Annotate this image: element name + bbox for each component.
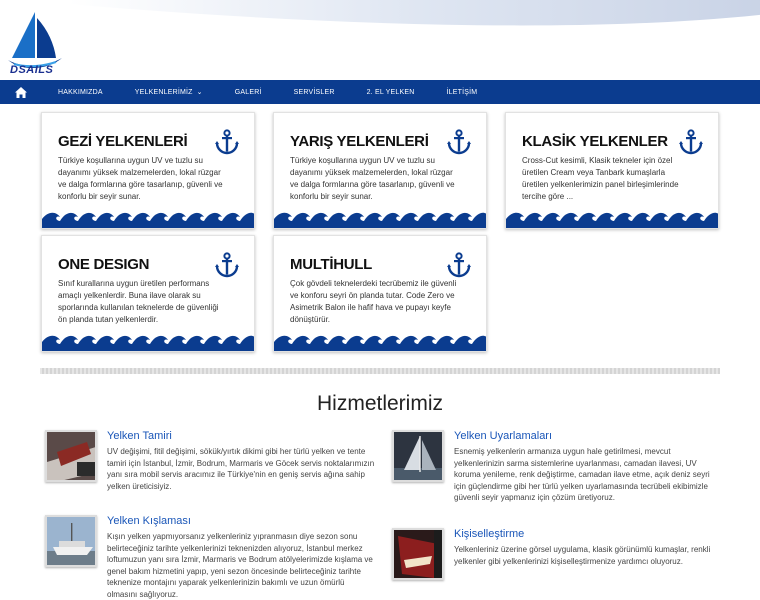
anchor-icon: [446, 129, 472, 155]
waves-decoration: [274, 331, 487, 351]
card-title: YARIŞ YELKENLERİ: [290, 133, 429, 150]
home-icon: [15, 87, 27, 98]
nav-item-yelkenlerimiz[interactable]: YELKENLERİMİZ ⌄: [134, 88, 203, 96]
nav-item-iletisim[interactable]: İLETİŞİM: [446, 88, 478, 96]
card-text: Sınıf kurallarına uygun üretilen performans amaçlı yelkenlerdir. Buna ilave olarak su sporlarında kullanılan teknelerde de güvenliği ön planda tutan yelkenlerdir.: [58, 279, 219, 324]
chevron-down-icon: ⌄: [196, 89, 203, 96]
section-divider: [40, 368, 720, 374]
card-text: Türkiye koşullarına uygun UV ve tuzlu su dayanımı yüksek malzemelerden, lokal rüzgar ve dalga formlarına göre tasarlanıp, güvenli ve konforlu bir seyir sunar.: [290, 156, 455, 201]
card-title: ONE DESIGN: [58, 256, 150, 273]
services-heading: Hizmetlerimiz: [317, 392, 443, 415]
card-text: Çok gövdeli teknelerdeki tecrübemiz ile güvenli ve konforu seyri ön planda tutar. Code Zero ve Asimetrik Balon ile hafif hava ve pupayı keyfe dönüştürür.: [290, 279, 457, 324]
nav-item-hakkimizda[interactable]: HAKKIMIZDA: [58, 88, 103, 96]
logo-text[interactable]: DSAILS: [10, 64, 54, 76]
card-text: Türkiye koşullarına uygun UV ve tuzlu su dayanımı yüksek malzemelerden, lokal rüzgar ve dalga formlarına göre tasarlanıp, güvenli ve konforlu bir seyir sunar.: [58, 156, 223, 201]
card-title: KLASİK YELKENLER: [522, 133, 668, 150]
home-button[interactable]: [0, 80, 42, 104]
anchor-icon: [446, 252, 472, 278]
anchor-icon: [214, 129, 240, 155]
card-yaris-yelkenleri[interactable]: [273, 112, 487, 229]
card-one-design[interactable]: [41, 235, 255, 352]
service-text: Kışın yelken yapmıyorsanız yelkenleriniz yıpranmasın diye sezon sonu belirteceğiniz tarihte yelkenlerinizi teknenizden alıyoruz, İstanbul merkez loftumuzun yanı sıra İzmir, Marmaris ve Bodrum atölyelerimizde kışlama ve genel bakım hizmetini yapıp, yeni sezon öncesinde belirteceğiniz tarihte teknenize montajını yaparak yelkenlerinizin bakımlı ve uzun ömürlü olmasını sağlıyoruz.: [107, 532, 373, 599]
card-gezi-yelkenleri[interactable]: [41, 112, 255, 229]
service-title[interactable]: Kişiselleştirme: [454, 528, 525, 540]
service-text: Esnemiş yelkenlerin armanıza uygun hale getirilmesi, mevcut yelkenlerinizin sarma sistemlerine uyarlanması, camadan ilavesi, UV koruma yenileme, renk değiştirme, camadan ilave etme, açık deniz seyri için güçlendirme gibi her türlü yelken uyarlamasında tecrübeli ekibimizle güvenli seyir yapmanız için çözüm üretiyoruz.: [454, 447, 710, 502]
header-swoosh-decoration: [68, 0, 760, 30]
waves-decoration: [42, 208, 255, 228]
service-text: Yelkenleriniz üzerine görsel uygulama, klasik görünümlü kumaşlar, renkli yelkenler gibi yelkenlerinizi kişiselleştirmenize yardımcı oluyoruz.: [454, 545, 711, 566]
nav-item-2el-yelken[interactable]: 2. EL YELKEN: [366, 88, 415, 96]
anchor-icon: [678, 129, 704, 155]
main-navigation: [0, 80, 760, 104]
service-thumbnail: [45, 430, 97, 482]
nav-item-servisler[interactable]: SERVİSLER: [293, 88, 335, 96]
card-multihull[interactable]: [273, 235, 487, 352]
card-klasik-yelkenler[interactable]: [505, 112, 719, 229]
card-title: MULTİHULL: [290, 256, 372, 273]
service-thumbnail: [45, 515, 97, 567]
nav-item-galeri[interactable]: GALERİ: [234, 88, 262, 96]
card-text: Cross-Cut kesimli, Klasik tekneler için özel üretilen Cream veya Tanbark kumaşlarla üretilen yelkenlerimizin panel birleşimlerinde tercihe göre ...: [522, 156, 679, 201]
card-title: GEZİ YELKENLERİ: [58, 133, 188, 150]
waves-decoration: [274, 208, 487, 228]
anchor-icon: [214, 252, 240, 278]
service-title[interactable]: Yelken Kışlaması: [107, 515, 191, 527]
service-thumbnail: [392, 430, 444, 482]
site-header: [0, 0, 760, 80]
service-thumbnail: [392, 528, 444, 580]
service-text: UV değişimi, fitil değişimi, sökük/yırtık dikimi gibi her türlü yelken ve tente tamiri için İstanbul, İzmir, Bodrum, Marmaris ve Göcek servis noktalarımızın yanı sıra mobil servis aracımız ile Türkiye'nin en geniş servis ağına sahip yelken üreticisiyiz.: [107, 447, 375, 491]
service-title[interactable]: Yelken Tamiri: [107, 430, 172, 442]
service-title[interactable]: Yelken Uyarlamaları: [454, 430, 553, 442]
waves-decoration: [506, 208, 719, 228]
waves-decoration: [42, 331, 255, 351]
